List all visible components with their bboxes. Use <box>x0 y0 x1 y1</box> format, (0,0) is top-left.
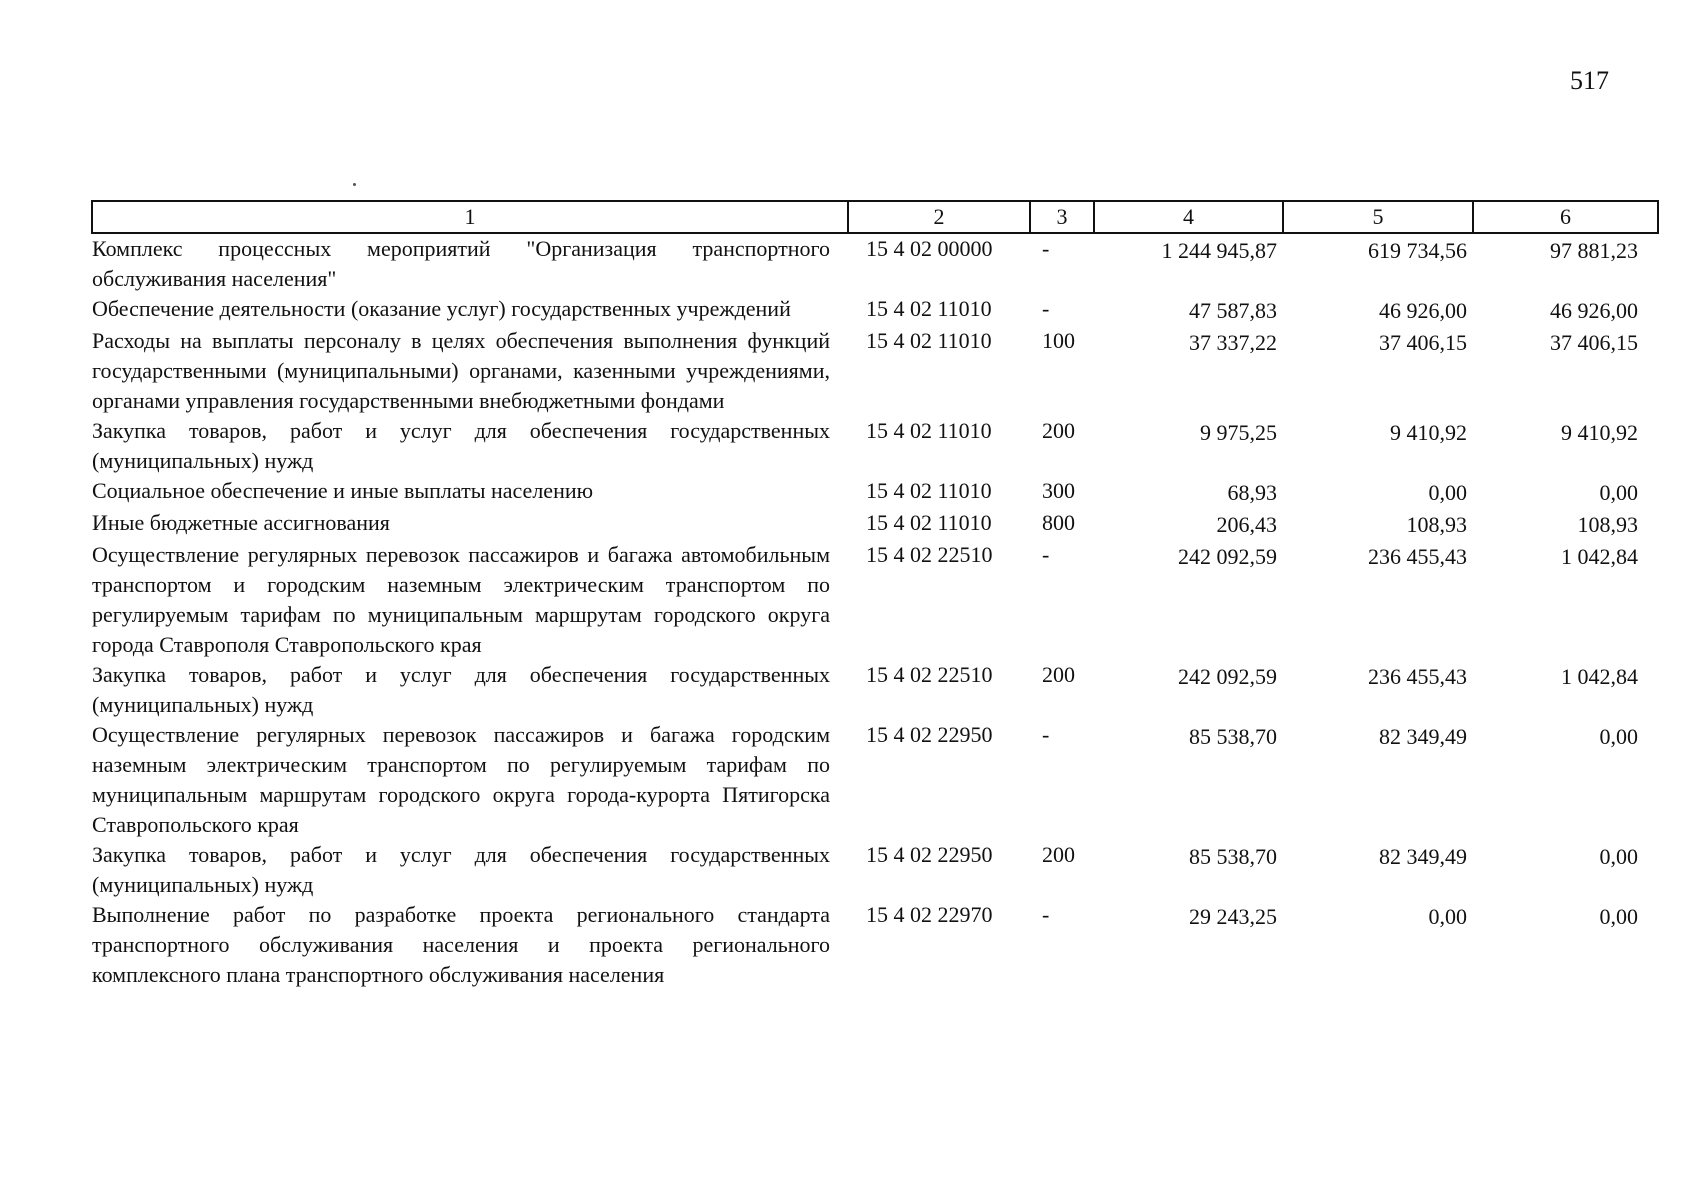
row-value-4: 85 538,70 <box>1189 724 1277 749</box>
row-type: - <box>1042 722 1050 747</box>
budget-table <box>91 200 1659 990</box>
table-row <box>92 233 1658 294</box>
row-value-4: 9 975,25 <box>1200 420 1277 445</box>
row-type: 200 <box>1042 662 1075 687</box>
row-value-4: 68,93 <box>1227 480 1277 505</box>
header-col-4: 4 <box>1094 201 1283 233</box>
row-description: Обеспечение деятельности (оказание услуг) государственных учреждений <box>92 296 791 321</box>
row-value-4: 47 587,83 <box>1189 298 1277 323</box>
table-row <box>92 840 1658 900</box>
row-value-6: 0,00 <box>1599 480 1638 505</box>
header-col-6: 6 <box>1473 201 1658 233</box>
row-value-6: 108,93 <box>1577 512 1638 537</box>
row-value-4: 242 092,59 <box>1178 544 1277 569</box>
row-value-5: 46 926,00 <box>1379 298 1467 323</box>
row-description: Выполнение работ по разработке проекта регионального стандарта транспортного обслуживания населения и проекта регионального комплексного плана транспортного обслуживания населения <box>92 902 830 987</box>
row-value-5: 9 410,92 <box>1390 420 1467 445</box>
row-code: 15 4 02 11010 <box>866 510 992 535</box>
row-value-5: 236 455,43 <box>1368 664 1467 689</box>
row-code: 15 4 02 22950 <box>866 722 993 747</box>
row-value-4: 29 243,25 <box>1189 904 1277 929</box>
header-row <box>92 201 1658 233</box>
row-description: Закупка товаров, работ и услуг для обеспечения государственных (муниципальных) нужд <box>92 842 830 897</box>
row-description: Комплекс процессных мероприятий "Организация транспортного обслуживания населения" <box>92 236 830 291</box>
table-row <box>92 900 1658 990</box>
row-description: Осуществление регулярных перевозок пассажиров и багажа автомобильным транспортом и городским наземным электрическим транспортом по регулируемым тарифам по муниципальным маршрутам городского округа города Ставрополя Ставропольского края <box>92 542 830 657</box>
table-row <box>92 294 1658 326</box>
row-value-4: 206,43 <box>1216 512 1277 537</box>
row-type: 300 <box>1042 478 1075 503</box>
row-value-4: 242 092,59 <box>1178 664 1277 689</box>
row-type: 800 <box>1042 510 1075 535</box>
row-description: Расходы на выплаты персоналу в целях обеспечения выполнения функций государственными (муниципальными) органами, казенными учреждениями, органами управления государственными внебюджетными фондами <box>92 328 830 413</box>
table-row <box>92 326 1658 416</box>
row-code: 15 4 02 22950 <box>866 842 993 867</box>
row-value-6: 1 042,84 <box>1561 664 1638 689</box>
row-type: - <box>1042 542 1050 567</box>
row-code: 15 4 02 22510 <box>866 662 993 687</box>
row-value-5: 619 734,56 <box>1368 238 1467 263</box>
row-code: 15 4 02 00000 <box>866 236 993 261</box>
table-header <box>92 201 1658 233</box>
row-value-5: 82 349,49 <box>1379 844 1467 869</box>
row-description: Осуществление регулярных перевозок пассажиров и багажа городским наземным электрическим транспортом по регулируемым тарифам по муниципальным маршрутам городского округа города-курорта Пятигорска Ставропольского края <box>92 722 830 837</box>
row-code: 15 4 02 22970 <box>866 902 993 927</box>
header-col-3: 3 <box>1030 201 1094 233</box>
header-col-5: 5 <box>1283 201 1473 233</box>
row-value-6: 1 042,84 <box>1561 544 1638 569</box>
row-value-6: 0,00 <box>1599 904 1638 929</box>
row-value-6: 0,00 <box>1599 844 1638 869</box>
table-body <box>92 233 1658 990</box>
row-value-5: 0,00 <box>1428 904 1467 929</box>
row-value-6: 37 406,15 <box>1550 330 1638 355</box>
row-value-5: 0,00 <box>1428 480 1467 505</box>
row-type: - <box>1042 902 1050 927</box>
page-number: 517 <box>1570 66 1609 95</box>
row-value-5: 108,93 <box>1406 512 1467 537</box>
row-type: 100 <box>1042 328 1075 353</box>
row-value-6: 9 410,92 <box>1561 420 1638 445</box>
row-code: 15 4 02 11010 <box>866 478 992 503</box>
row-code: 15 4 02 11010 <box>866 328 992 353</box>
row-code: 15 4 02 22510 <box>866 542 993 567</box>
header-col-1: 1 <box>92 201 848 233</box>
row-value-5: 82 349,49 <box>1379 724 1467 749</box>
table-row <box>92 660 1658 720</box>
row-code: 15 4 02 11010 <box>866 296 992 321</box>
row-description: Закупка товаров, работ и услуг для обеспечения государственных (муниципальных) нужд <box>92 418 830 473</box>
table-row <box>92 540 1658 660</box>
table-row <box>92 416 1658 476</box>
row-value-6: 46 926,00 <box>1550 298 1638 323</box>
row-code: 15 4 02 11010 <box>866 418 992 443</box>
row-value-6: 0,00 <box>1599 724 1638 749</box>
table-row <box>92 508 1658 540</box>
scan-speck <box>353 183 356 186</box>
row-value-5: 37 406,15 <box>1379 330 1467 355</box>
row-value-5: 236 455,43 <box>1368 544 1467 569</box>
row-type: - <box>1042 236 1050 261</box>
header-col-2: 2 <box>848 201 1030 233</box>
row-value-6: 97 881,23 <box>1550 238 1638 263</box>
row-value-4: 85 538,70 <box>1189 844 1277 869</box>
row-value-4: 1 244 945,87 <box>1161 238 1277 263</box>
row-value-4: 37 337,22 <box>1189 330 1277 355</box>
row-description: Социальное обеспечение и иные выплаты населению <box>92 478 594 503</box>
row-description: Иные бюджетные ассигнования <box>92 510 390 535</box>
row-type: 200 <box>1042 418 1075 443</box>
table-row <box>92 720 1658 840</box>
row-type: - <box>1042 296 1050 321</box>
table-row <box>92 476 1658 508</box>
row-type: 200 <box>1042 842 1075 867</box>
row-description: Закупка товаров, работ и услуг для обеспечения государственных (муниципальных) нужд <box>92 662 830 717</box>
